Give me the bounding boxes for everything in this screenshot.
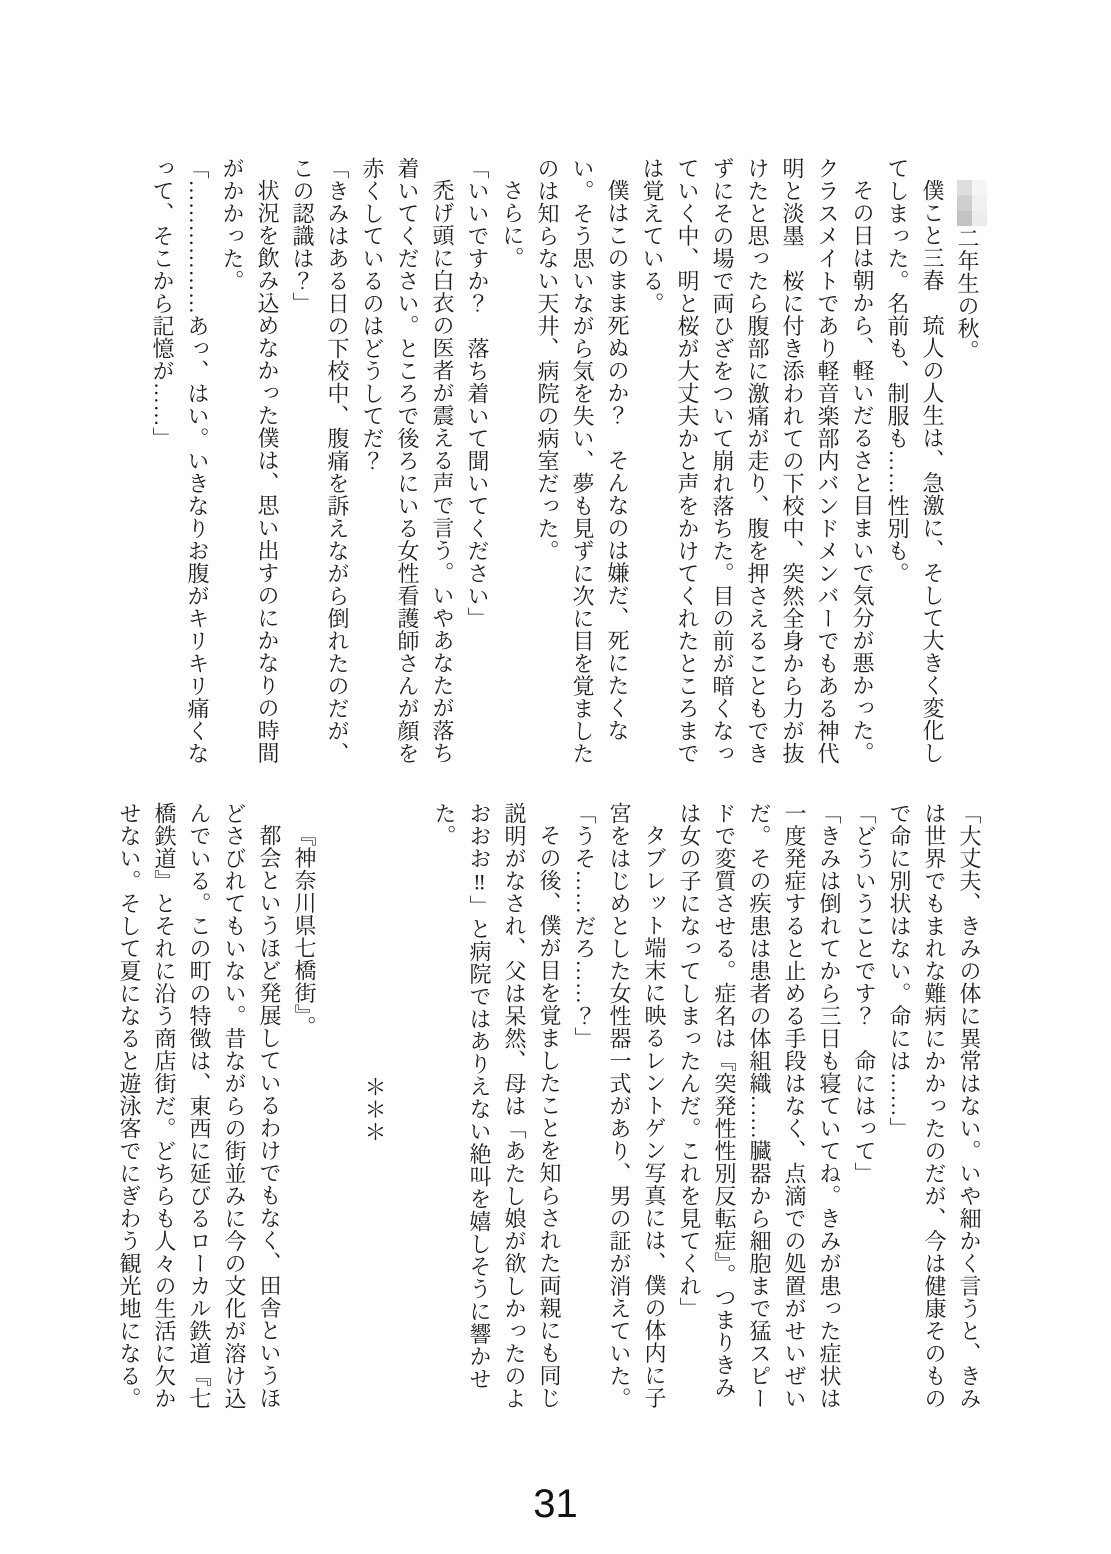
section-separator: ＊＊＊ [362, 1076, 387, 1144]
paragraph: その日は朝から、軽いだるさと目まいで気分が悪かった。クラスメイトであり軽音楽部内バンドメンバーでもある神代 明と淡墨 桜に付き添われての下校中、突然全身から力が抜けたと思ったら腹部に激痛が走り、腹を押さえることもできずにその場で両ひざをついて崩れ落ちた。目の前が暗くなっていく中、明と桜が大丈夫かと声をかけてくれたところまでは覚えている。 [639, 157, 875, 787]
paragraph-text: 二年生の秋。 [954, 227, 980, 362]
paragraph: その後、僕が目を覚ましたことを知らされた両親にも同じ説明がなされ、父は呆然、母は「あたし娘が欲しかったのよおおお‼」と病院ではありえない絶叫を嬉しそうに響かせた。 [432, 802, 562, 1410]
paragraph: 禿げ頭に白衣の医者が震える声で言う。いやあなたが落ち着いてください。ところで後ろにいる女性看護師さんが顔を赤くしているのはどうしてだ？ [359, 157, 455, 765]
paragraph: タブレット端末に映るレントゲン写真には、僕の体内に子宮をはじめとした女性器一式があり、男の証が消えていた。 [607, 802, 667, 1410]
text-block-bottom [112, 802, 987, 1418]
text-block-top [145, 157, 987, 787]
paragraph-dialogue: 「きみはある日の下校中、腹痛を訴えながら倒れたのだが、この認識は？」 [289, 157, 350, 765]
paragraph: 状況を飲み込めなかった僕は、思い出すのにかなりの時間がかかった。 [219, 157, 280, 764]
paragraph-opening [950, 157, 987, 775]
blank-line [392, 802, 427, 1418]
paragraph-dialogue: 「うそ……だろ……？」 [572, 802, 597, 1050]
paragraph: 都会というほど発展しているわけでもなく、田舎というほどさびれてもいない。昔ながらの街並みに今の文化が溶け込んでいる。この町の特徴は、東西に延びるローカル鉄道『七橋鉄道』とそれに沿う商店街だ。どちらも人々の生活に欠かせない。そして夏になると遊泳客でにぎわう観光地になる。 [117, 802, 282, 1410]
paragraph-dialogue: 「きみは倒れてから三日も寝ていてね。きみが患った症状は一度発症すると止める手段はなく、点滴での処置がせいぜいだ。その疾患は患者の体組織……臓器から細胞まで猛スピードで変質させる。症名は『突発性性別反転症』。つまりきみは女の子になってしまったんだ。これを見てくれ」 [677, 802, 842, 1410]
paragraph-dialogue: 「大丈夫、きみの体に異常はない。いや細かく言うと、きみは世界でもまれな難病にかかったのだが、今は健康そのもので命に別状はない。命には……」 [887, 802, 982, 1410]
paragraph-dialogue: 「どういうことです？ 命にはって」 [852, 802, 877, 1185]
paragraph: さらに。 [499, 179, 525, 269]
paragraph: 僕はこのまま死ぬのか？ そんなのは嫌だ、死にたくない。そう思いながら気を失い、夢も見ずに次に目を覚ましたのは知らない天井、病院の病室だった。 [534, 157, 630, 765]
page-number: 31 [533, 1482, 578, 1526]
paragraph-dialogue: 「………………あっ、はい。いきなりお腹がキリキリ痛くなって、そこから記憶が……」 [149, 157, 210, 765]
paragraph: 僕こと三春 琉人の人生は、急激に、そして大きく変化してしまった。名前も、制服も……性別も。 [884, 157, 945, 764]
censored-mosaic [957, 180, 987, 226]
blank-line [322, 802, 357, 1418]
paragraph-dialogue: 「いいですか？ 落ち着いて聞いてください」 [464, 157, 490, 630]
paragraph-place-title: 『神奈川県七橋街』。 [292, 824, 317, 1038]
